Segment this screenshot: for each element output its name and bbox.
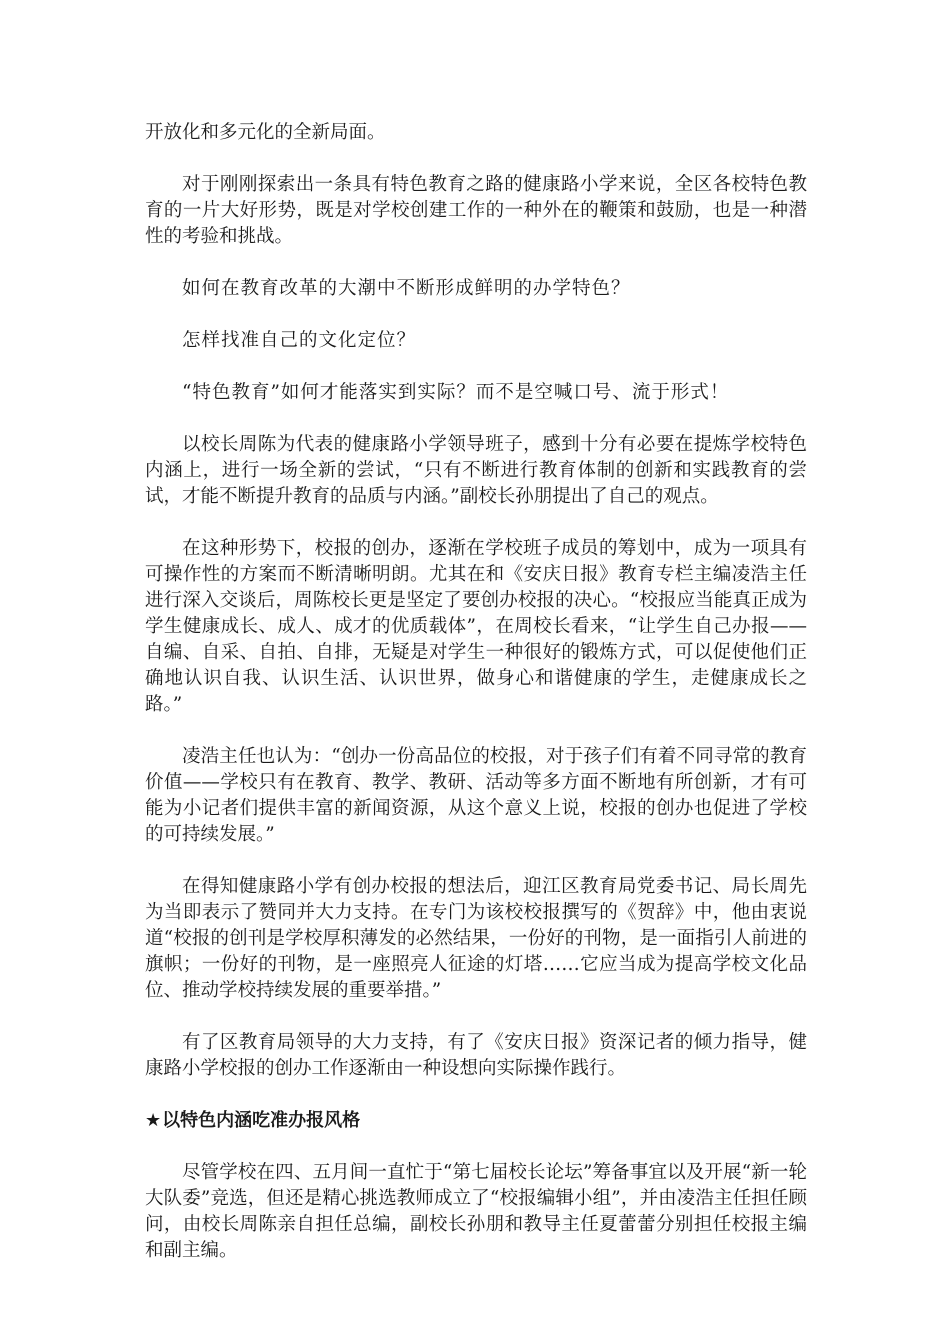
question-1: 如何在教育改革的大潮中不断形成鲜明的办学特色？ bbox=[182, 278, 631, 299]
section-heading-text: 以特色内涵吃准办报风格 bbox=[162, 1110, 361, 1131]
paragraph-progress: 有了区教育局领导的大力支持，有了《安庆日报》资深记者的倾力指导，健康路小学校报的创办工作逐渐由一种设想向实际操作践行。 bbox=[145, 1032, 807, 1079]
paragraph-newspaper-plan: 在这种形势下，校报的创办，逐渐在学校班子成员的筹划中，成为一项具有可操作性的方案而不断清晰明朗。尤其在和《安庆日报》教育专栏主编凌浩主任进行深入交谈后，周陈校长更是坚定了要创办校报的决心。“校报应当能真正成为学生健康成长、成人、成才的优质载体”，在周校长看来，“让学生自己办报——自编、自采、自拍、自排，无疑是对学生一种很好的锻炼方式，可以促使他们正确地认识自我、认识生活、认识世界，做身心和谐健康的学生，走健康成长之路。” bbox=[145, 538, 807, 715]
paragraph-opening: 开放化和多元化的全新局面。 bbox=[145, 122, 386, 143]
paragraph-editorial-team: 尽管学校在四、五月间一直忙于“第七届校长论坛”筹备事宜以及开展“新一轮大队委”竞选，但还是精心挑选教师成立了“校报编辑小组”，并由凌浩主任担任顾问，由校长周陈亲自担任总编，副校长孙朋和教导主任夏蕾蕾分别担任校报主编和副主编。 bbox=[145, 1162, 807, 1261]
question-2: 怎样找准自己的文化定位？ bbox=[182, 330, 417, 351]
star-icon: ★ bbox=[145, 1110, 162, 1131]
paragraph-editor-view: 凌浩主任也认为：“创办一份高品位的校报，对于孩子们有着不同寻常的教育价值——学校只有在教育、教学、教研、活动等多方面不断地有所创新，才有可能为小记者们提供丰富的新闻资源，从这个意义上说，校报的创办也促进了学校的可持续发展。” bbox=[145, 746, 807, 845]
paragraph-leadership: 以校长周陈为代表的健康路小学领导班子，感到十分有必要在提炼学校特色内涵上，进行一场全新的尝试，“只有不断进行教育体制的创新和实践教育的尝试，才能不断提升教育的品质与内涵。”副校长孙朋提出了自己的观点。 bbox=[145, 434, 807, 507]
paragraph-context: 对于刚刚探索出一条具有特色教育之路的健康路小学来说，全区各校特色教育的一片大好形势，既是对学校创建工作的一种外在的鞭策和鼓励，也是一种潜性的考验和挑战。 bbox=[145, 174, 807, 247]
question-3: “特色教育”如何才能落实到实际？而不是空喊口号、流于形式！ bbox=[182, 382, 730, 403]
section-heading bbox=[145, 1108, 807, 1134]
paragraph-bureau-support: 在得知健康路小学有创办校报的想法后，迎江区教育局党委书记、局长周先为当即表示了赞同并大力支持。在专门为该校校报撰写的《贺辞》中，他由衷说道“校报的创刊是学校厚积薄发的必然结果，一份好的刊物，是一面指引人前进的旗帜；一份好的刊物，是一座照亮人征途的灯塔……它应当成为提高学校文化品位、推动学校持续发展的重要举措。” bbox=[145, 876, 807, 1001]
document-body bbox=[145, 120, 807, 1290]
